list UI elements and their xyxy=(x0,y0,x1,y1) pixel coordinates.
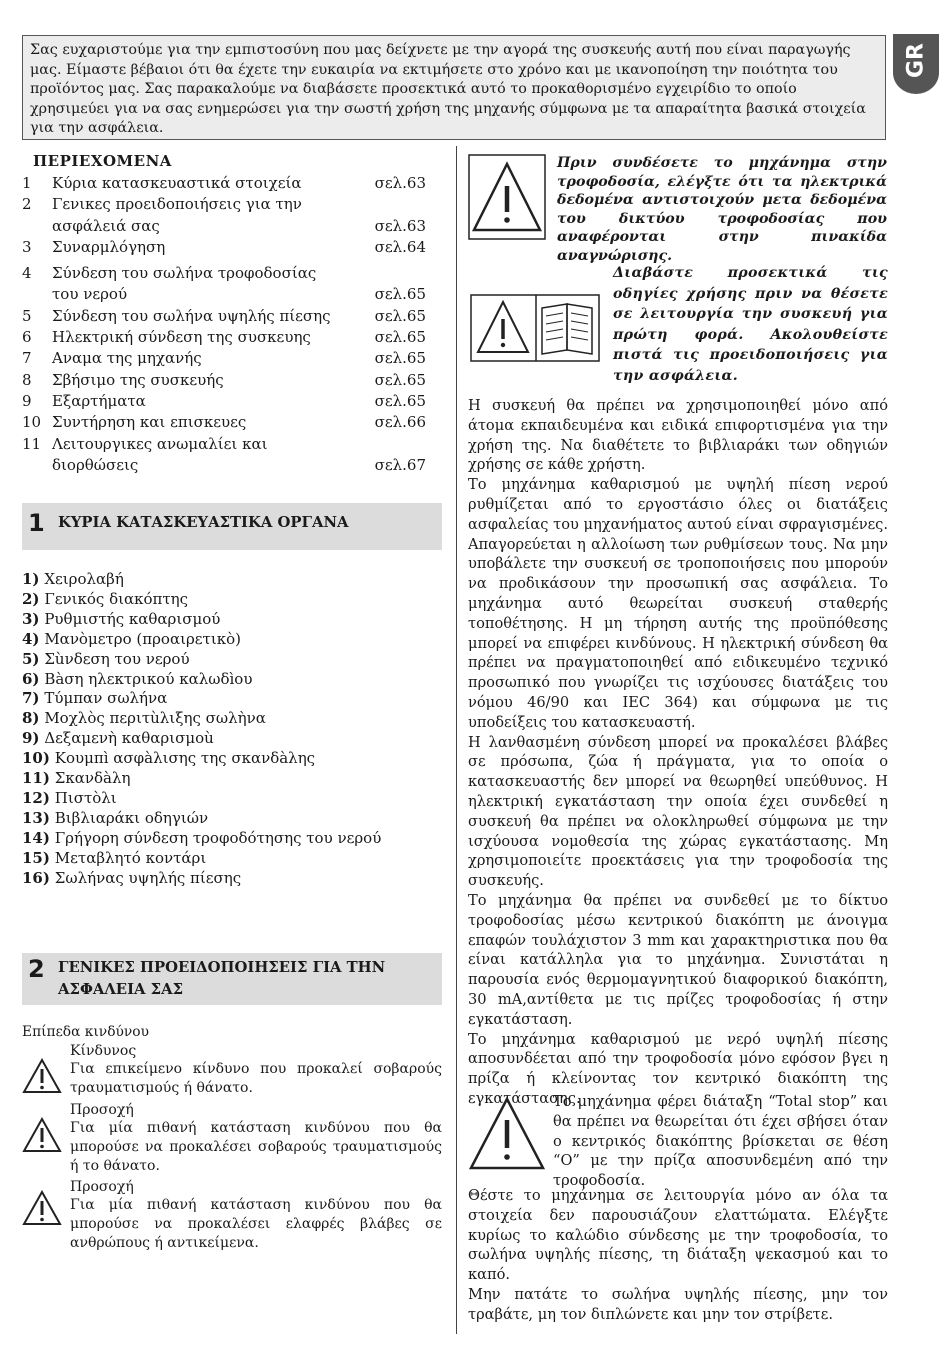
list-item: 11) Σκανδàλη xyxy=(22,769,131,788)
hazard-name: Προσοχή xyxy=(70,1102,134,1118)
list-item: 2) Γενικός διακόπτης xyxy=(22,589,189,608)
toc-item xyxy=(22,306,432,327)
paragraph: Η λανθασμένη σύνδεση μπορεί να προκαλέσει βλάβες σε πρόσωπα, ζώα ή πράγματα, για το οποία ο κατασκευαστής δεν μπορεί να θεωρηθεί υπεύθυνος. Η ηλεκτρική εγκατάσταση την οποία έχει συνδεθεί η συσκευή θα πρέπει να ολοκληρωθεί σύμφωνα με την ισχύουσα νομοθεσία της χώρας εγκατάστασης. Μη χρησιμοποιείτε προεκτάσεις για την τροφοδοσία της συσκευής. xyxy=(468,733,888,890)
read-instructions-text: Διαβάστε προσεκτικά τις οδηγίες χρήσης πριν να θέσετε σε λειτουργία την συσκευή για πρώτη φορά. Ακολουθείστε πιστά τις προειδοποιήσεις για την ασφάλεια. xyxy=(613,265,888,384)
toc-item xyxy=(22,327,432,348)
hazard-levels-title: Επίπεδα κινδύνου xyxy=(22,1024,149,1040)
warning-triangle-icon xyxy=(22,1058,62,1094)
toc-item-title: Συναρμλόγηση xyxy=(52,237,166,256)
electrical-warning-icon xyxy=(468,154,546,240)
paragraph: Μην πατάτε το σωλήνα υψηλής πίεσης, μην τον τραβάτε, μη τον διπλώνετε και μην τον στρίβετε. xyxy=(468,1285,888,1323)
toc-item-page: σελ.63 xyxy=(374,174,426,192)
paragraph: Το μηχάνημα καθαρισμού με νερό υψηλή πίεσης αποσυνδέεται από την τροφοδοσία μόνο εφόσον βγει η πρίζα ή κλείνοντας τον κεντρικό διακόπτη της εγκατάστασης. xyxy=(468,1030,888,1107)
total-stop-text: Το μηχάνημα φέρει διάταξη “Total stop” και θα πρέπει να θεωρείται ότι έχει σβήσει όταν ο κεντρικός διακόπτης βρίσκεται σε θέση “O” με την πρίζα αποσυνδεμένη από την τροφοδοσία. xyxy=(553,1093,888,1190)
list-item: 6) Bàση ηλεκτρικού καλωδìου xyxy=(22,669,253,688)
toc-item-page: σελ.67 xyxy=(374,455,426,474)
list-item: 4) Μανòμετρο (προαιρετικò) xyxy=(22,629,241,648)
toc-item-page: σελ.65 xyxy=(374,370,426,389)
list-item: 9) Δεξαμενὴ καθαρισμοù xyxy=(22,729,214,748)
connection-warning-text: Πριν συνδέσετε το μηχάνημα στην τροφοδοσία, ελέγξτε ότι τα ηλεκτρικά δεδομένα αντιστοιχούν μετα δεδομένα του δικτύου τροφοδοσίας που αναφέρονται στην πινακίδα αναγνώρισης. xyxy=(557,155,887,264)
toc-item-number: 11 xyxy=(22,434,42,453)
hazard-level-warning xyxy=(22,1101,442,1179)
toc-title: ΠΕΡΙΕΧΟΜΕΝΑ xyxy=(33,152,172,170)
hazard-name: Κίνδυνος xyxy=(70,1043,137,1059)
section-1-title: ΚΥΡΙΑ ΚΑΤΑΣΚΕΥΑΣΤΙΚΑ ΟΡΓΑΝΑ xyxy=(58,514,349,531)
toc-item-page: σελ.64 xyxy=(374,237,426,256)
paragraph: Η συσκευή θα πρέπει να χρησιμοποιηθεί μόνο από άτομα εκπαιδευμένα και ειδικά επιφορτισμένα για την χρήση της. Να διαθέτετε το βιβλιαράκι των οδηγιών χρήσης σε κάθε χρήστη. xyxy=(468,397,888,474)
language-label: GR xyxy=(903,43,929,78)
safety-body-text xyxy=(468,396,888,1109)
warning-triangle-icon xyxy=(22,1190,62,1226)
list-item: 15) Μεταβλητό κοντάρι xyxy=(22,848,207,867)
toc-item xyxy=(22,263,432,306)
list-item: 7) Tύμπαν σωλήνα xyxy=(22,689,168,708)
toc-item-number: 9 xyxy=(22,391,32,410)
parts-list xyxy=(22,570,447,889)
toc-item-number: 7 xyxy=(22,349,32,368)
toc-item-page: σελ.65 xyxy=(374,391,426,410)
hazard-name: Προσοχή xyxy=(70,1179,134,1195)
list-item: 12) Πιστòλι xyxy=(22,788,117,807)
toc-item xyxy=(22,173,432,194)
paragraph: Το μηχάνημα θα πρέπει να συνδεθεί με το δίκτυο τροφοδοσίας μέσω κεντρικού διακόπτη με άνοιγμα επαφών τουλάχιστον 3 mm και χαρακτηριστικα που θα είναι κατάλληλα για το μηχάνημα. Συνιστάται η παρουσία ενός θερμομαγνητικού διαφορικού διακόπτη, 30 mA,αντίθετα με τις πρίζες τροφοδοσίας ή στην εγκατάσταση. xyxy=(468,891,888,1028)
toc-item xyxy=(22,434,432,477)
list-item: 10) Κουμπì ασφàλισης της σκανδàλης xyxy=(22,749,316,768)
hazard-level-danger xyxy=(22,1042,442,1102)
list-item: 13) Βιβλιαράκι οδηγιών xyxy=(22,808,209,827)
toc-item-number: 3 xyxy=(22,237,32,256)
toc-item xyxy=(22,237,432,258)
toc-item-page: σελ.65 xyxy=(374,349,426,368)
toc-item-title: Κύρια κατασκευαστικά στοιχεία xyxy=(52,174,302,192)
toc-item-page: σελ.65 xyxy=(374,306,426,325)
toc-list xyxy=(22,173,432,476)
section-2-title-line2: ΑΣΦΑΛΕΙΑ ΣΑΣ xyxy=(58,981,184,998)
toc-item-title: Γενικες προειδοποιήσεις για την ασφάλειά σας xyxy=(52,195,302,235)
toc-item-page: σελ.63 xyxy=(374,216,426,235)
toc-item-title: Συντήρηση και επισκευες xyxy=(52,413,247,432)
toc-item-page: σελ.66 xyxy=(374,413,426,432)
toc-item-page: σελ.65 xyxy=(374,328,426,347)
paragraph: Το μηχάνημα καθαρισμού με υψηλή πίεση νερού ρυθμίζεται από το εργοστάσιο όλες οι διατάξεις ασφαλείας του μηχανήματος αυτού είναι σφραγισμένες. Απαγορεύεται η αλλοίωση των ρυθμίσεων τους. Να μην υποβάλετε την συσκευή σε τροποποιήσεις που μπορούν να προδικάσουν την προσωπική σας ασφάλεια. Το μηχάνημα αυτό θεωρείται συσκευή σταθερής τοποθέτησης. Η μη τήρηση αυτής της προϋπόθεσης μπορεί να επιφέρει κινδύνους. Η ηλεκτρική σύνδεση θα πρέπει να πραγματοποιηθεί από ειδικευμένο τεχνικό προσωπικό που γνωρίζει τις ισχύουσες διατάξεις του νόμου 46/90 και IEC 364) και σύμφωνα με τις υποδείξεις του κατασκευαστή. xyxy=(468,476,888,731)
toc-item xyxy=(22,412,432,433)
safety-body-text-continued xyxy=(468,1186,888,1325)
toc-item-title: Αναμα της μηχανής xyxy=(52,349,202,368)
toc-item-number: 6 xyxy=(22,328,32,347)
column-divider xyxy=(456,146,457,1334)
list-item: 16) Σωλήνας υψηλής πίεσης xyxy=(22,868,242,887)
toc-item-number: 4 xyxy=(22,264,32,283)
toc-item-title: Λειτουργικες ανωμαλίει και διορθώσεις xyxy=(52,434,268,474)
toc-item-title: Σύνδεση του σωλήνα υψηλής πίεσης xyxy=(52,306,331,325)
hazard-description: Για μία πιθανή κατάσταση κινδύνου που θα μπορούσε να προκαλέσει σοβαρούς τραυματισμούς ή το θάνατο. xyxy=(70,1120,442,1174)
section-2-header xyxy=(22,953,442,1005)
toc-item-number: 8 xyxy=(22,370,32,389)
toc-item-number: 1 xyxy=(22,174,32,192)
paragraph: Θέστε το μηχάνημα σε λειτουργία μόνο αν όλα τα στοιχεία δεν παρουσιάζουν ελαττώματα. Ελέγξτε κυρίως το καλώδιο σύνδεσης με την τροφοδοσία, το σωλήνα υψηλής πίεσης, τη διάταξη ψεκασμού και το καπό. xyxy=(468,1187,888,1284)
toc-item-title: Σβήσιμο της συσκευής xyxy=(52,370,224,389)
toc-item xyxy=(22,194,432,237)
read-manual-icon xyxy=(470,294,600,362)
section-2-number: 2 xyxy=(28,955,45,983)
toc-item-title: Ηλεκτρική σύνδεση της συσκευης xyxy=(52,328,311,347)
toc-item-number: 10 xyxy=(22,413,42,432)
toc-item xyxy=(22,348,432,369)
toc-item-number: 5 xyxy=(22,306,32,325)
warning-triangle-icon xyxy=(22,1117,62,1153)
toc-item-title: Σύνδεση του σωλήνα τροφοδοσίας του νερού xyxy=(52,264,317,304)
list-item: 8) Μοχλòς περιτùλιξης σωλὴνα xyxy=(22,709,266,728)
list-item: 5) Σùνδεση του νερού xyxy=(22,649,190,668)
language-tab xyxy=(893,34,939,94)
intro-box: Σας ευχαριστούμε για την εμπιστοσύνη που μας δείχνετε με την αγορά της συσκευής αυτή που είναι παραγωγής μας. Είμαστε βέβαιοι ότι θα έχετε την ευκαιρία να εκτιμήσετε στο χρόνο και με ικανοποίηση την ποιότητα του προϊόντος μας. Σας παρακαλούμε να διαβάσετε προσεκτικά αυτό το προκαθορισμένο εγχειρίδιο το οποίο χρησιμεύει για να σας ενημερώσει για την σωστή χρήση της μηχανής σύμφωνα με τα απαραίτητα βασικά στοιχεία για την ασφάλεια. xyxy=(22,35,886,140)
list-item: 14) Γρήγορη σύνδεση τροφοδότησης του νερού xyxy=(22,828,382,847)
list-item: 1) Χειρολαβή xyxy=(22,570,124,588)
toc-item xyxy=(22,370,432,391)
hazard-description: Για μία πιθανή κατάσταση κινδύνου που θα μπορούσε να προκαλέσει ελαφρές βλάβες σε ανθρώπους ή αντικείμενα. xyxy=(70,1197,442,1251)
toc-item-title: Εξαρτήματα xyxy=(52,391,146,410)
section-1-number: 1 xyxy=(28,509,45,537)
toc-item-page: σελ.65 xyxy=(374,285,426,304)
warning-triangle-icon xyxy=(468,1096,546,1172)
toc-item-number: 2 xyxy=(22,195,32,214)
hazard-level-caution xyxy=(22,1178,442,1256)
section-1-header xyxy=(22,503,442,550)
toc-item xyxy=(22,391,432,412)
list-item: 3) Ρυθμιστής καθαρισμού xyxy=(22,609,221,628)
section-2-title: ΓΕΝΙΚΕΣ ΠΡΟΕΙΔΟΠΟΙΗΣΕΙΣ ΓΙΑ ΤΗΝ xyxy=(58,959,386,976)
hazard-description: Για επικείμενο κίνδυνο που προκαλεί σοβαρούς τραυματισμούς ή θάνατο. xyxy=(70,1061,442,1096)
